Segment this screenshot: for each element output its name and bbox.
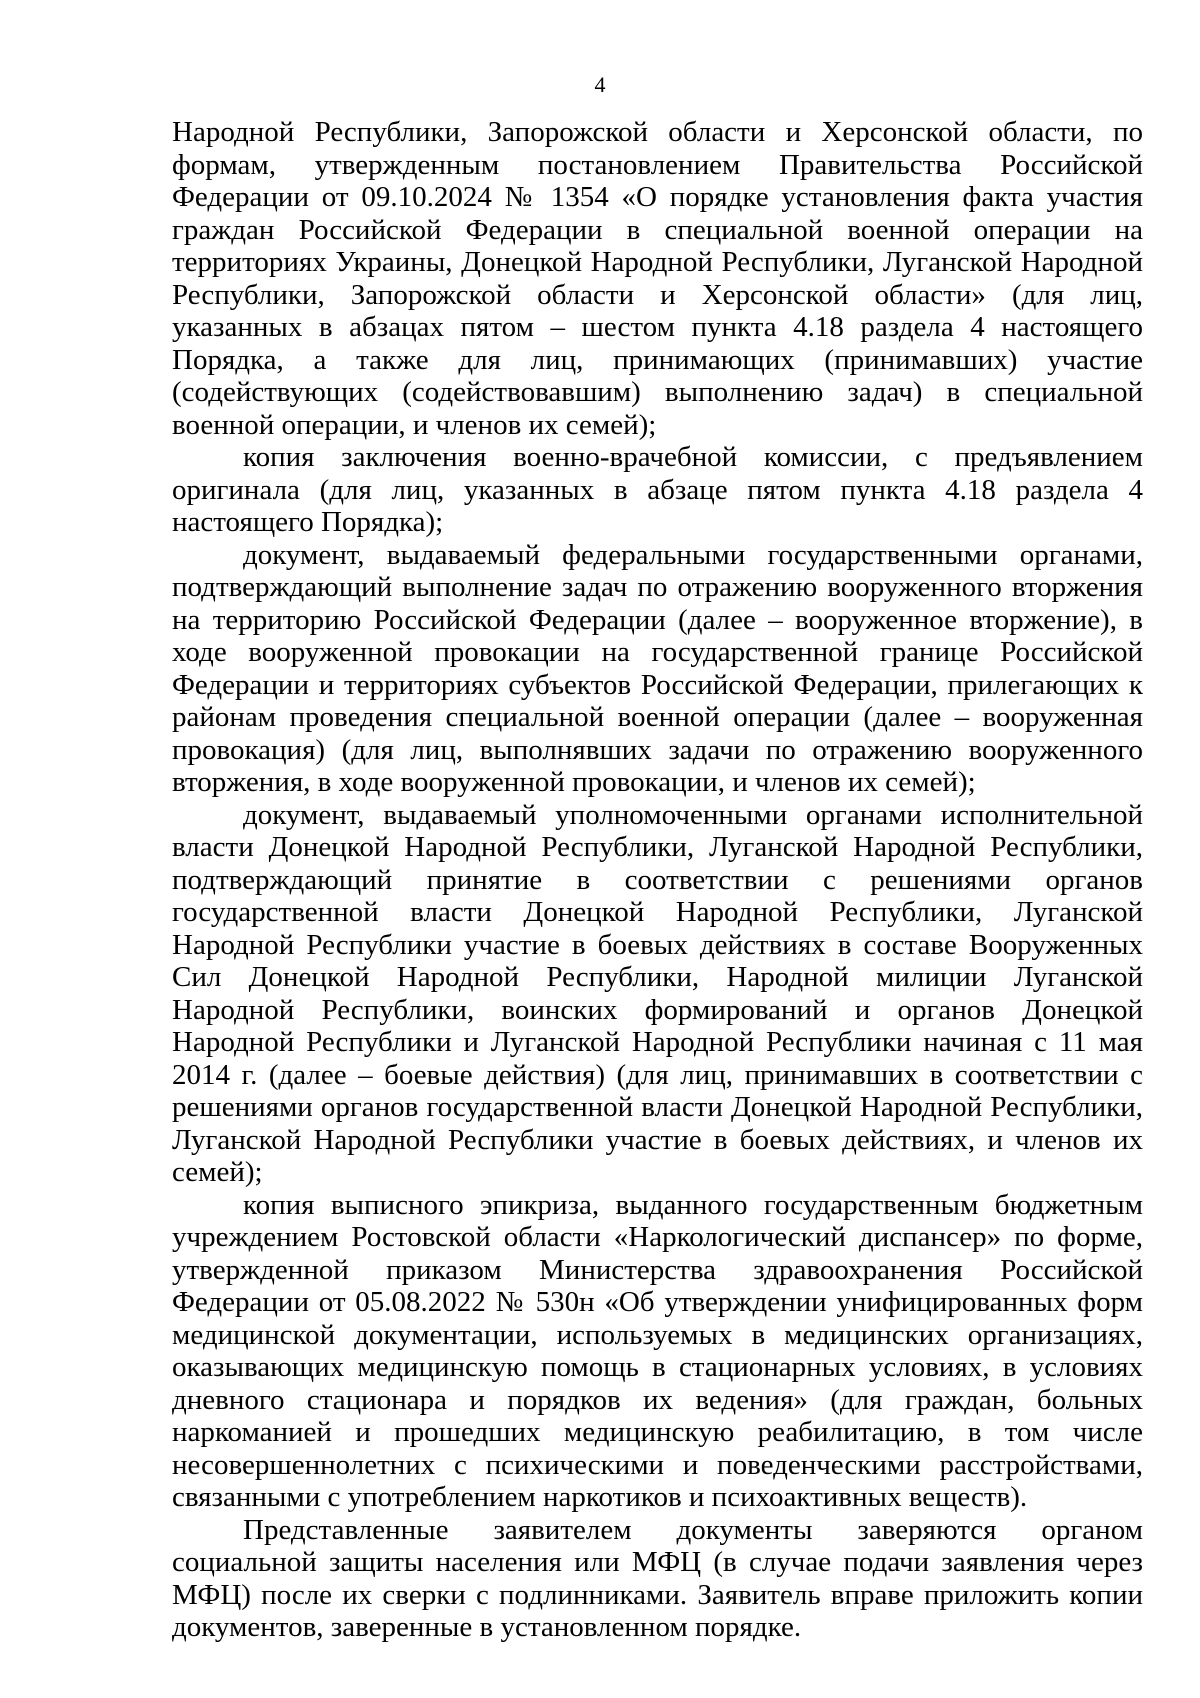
document-body (172, 116, 1143, 1644)
paragraph-federal-document: документ, выдаваемый федеральными государственными органами, подтверждающий выполнение задач по отражению вооруженного вторжения на территорию Российской Федерации (далее – вооруженное вторжение), в ходе вооруженной провокации на государственной границе Российской Федерации и территориях субъектов Российской Федерации, прилегающих к районам проведения специальной военной операции (далее – вооруженная провокация) (для лиц, выполнявших задачи по отражению вооруженного вторжения, в ходе вооруженной провокации, и членов их семей); (172, 538, 1143, 798)
paragraph-epicrisis-copy: копия выписного эпикриза, выданного государственным бюджетным учреждением Ростовской области «Наркологический диспансер» по форме, утвержденной приказом Министерства здравоохранения Российской Федерации от 05.08.2022 № 530н «Об утверждении унифицированных форм медицинской документации, используемых в медицинских организациях, оказывающих медицинскую помощь в стационарных условиях, в условиях дневного стационара и порядков их ведения» (для граждан, больных наркоманией и прошедших медицинскую реабилитацию, в том числе несовершеннолетних с психическими и поведенческими расстройствами, связанными с употреблением наркотиков и психоактивных веществ). (172, 1188, 1143, 1513)
page-number: 4 (594, 72, 606, 97)
paragraph-continuation: Народной Республики, Запорожской области и Херсонской области, по формам, утвержденным постановлением Правительства Российской Федерации от 09.10.2024 № 1354 «О порядке установления факта участия граждан Российской Федерации в специальной военной операции на территориях Украины, Донецкой Народной Республики, Луганской Народной Республики, Запорожской области и Херсонской области» (для лиц, указанных в абзацах пятом – шестом пункта 4.18 раздела 4 настоящего Порядка, а также для лиц, принимающих (принимавших) участие (содействующих (содействовавшим) выполнению задач) в специальной военной операции, и членов их семей); (172, 116, 1143, 441)
paragraph-certification: Представленные заявителем документы заверяются органом социальной защиты населения или МФЦ (в случае подачи заявления через МФЦ) после их сверки с подлинниками. Заявитель вправе приложить копии документов, заверенные в установленном порядке. (172, 1513, 1143, 1643)
paragraph-dnr-lnr-document: документ, выдаваемый уполномоченными органами исполнительной власти Донецкой Народной Республики, Луганской Народной Республики, подтверждающий принятие в соответствии с решениями органов государственной власти Донецкой Народной Республики, Луганской Народной Республики участие в боевых действиях в составе Вооруженных Сил Донецкой Народной Республики, Народной милиции Луганской Народной Республики, воинских формирований и органов Донецкой Народной Республики и Луганской Народной Республики начиная с 11 мая 2014 г. (далее – боевые действия) (для лиц, принимавших в соответствии с решениями органов государственной власти Донецкой Народной Республики, Луганской Народной Республики участие в боевых действиях, и членов их семей); (172, 798, 1143, 1188)
paragraph-vvk-conclusion: копия заключения военно-врачебной комиссии, с предъявлением оригинала (для лиц, указанных в абзаце пятом пункта 4.18 раздела 4 настоящего Порядка); (172, 441, 1143, 538)
